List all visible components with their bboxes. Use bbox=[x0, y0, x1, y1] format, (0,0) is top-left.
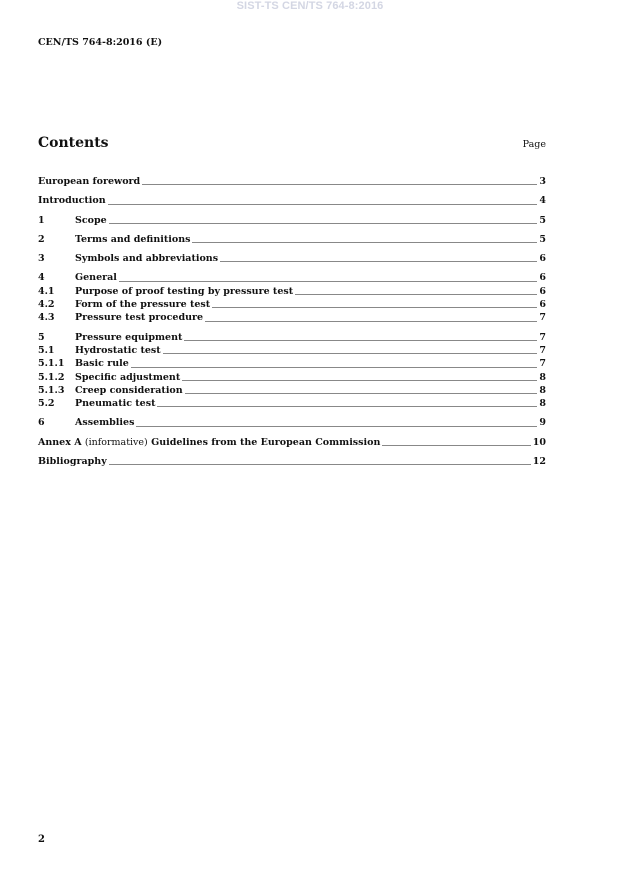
dot-leader bbox=[184, 340, 537, 341]
dot-leader bbox=[142, 184, 537, 185]
dot-leader bbox=[220, 261, 537, 262]
toc-page: 7 bbox=[539, 312, 546, 324]
toc-page: 5 bbox=[539, 214, 546, 226]
toc-number: 6 bbox=[38, 417, 45, 429]
dot-leader bbox=[108, 204, 538, 205]
toc-entry-scope[interactable] bbox=[38, 214, 546, 227]
dot-leader bbox=[163, 353, 538, 354]
toc-entry-form-of-pressure-test[interactable] bbox=[38, 298, 546, 311]
toc-title: Hydrostatic test bbox=[75, 344, 161, 356]
toc-page: 10 bbox=[532, 436, 546, 448]
dot-leader bbox=[136, 426, 537, 427]
toc-title: Scope bbox=[75, 214, 107, 226]
toc-number: 4.1 bbox=[38, 285, 55, 297]
toc-number: 5.1 bbox=[38, 344, 55, 356]
toc-entry-bibliography[interactable] bbox=[38, 455, 546, 468]
toc-entry-terms-and-definitions[interactable] bbox=[38, 233, 546, 246]
document-id: CEN/TS 764-8:2016 (E) bbox=[38, 37, 163, 48]
toc-page: 7 bbox=[539, 358, 546, 370]
toc-entry-general[interactable] bbox=[38, 271, 546, 284]
toc-number: 4.2 bbox=[38, 299, 55, 311]
toc-entry-pressure-equipment[interactable] bbox=[38, 331, 546, 344]
toc-number: 3 bbox=[38, 253, 45, 265]
dot-leader bbox=[205, 321, 537, 322]
toc-page: 7 bbox=[539, 344, 546, 356]
page-column-label: Page bbox=[522, 139, 546, 150]
toc-number: 5.1.2 bbox=[38, 371, 65, 383]
toc-page: 4 bbox=[539, 195, 546, 207]
toc-entry-european-foreword[interactable] bbox=[38, 175, 546, 188]
dot-leader bbox=[131, 367, 538, 368]
toc-entry-purpose-of-proof-testing[interactable] bbox=[38, 285, 546, 298]
toc-page: 7 bbox=[539, 331, 546, 343]
toc-title: Pneumatic test bbox=[75, 398, 156, 410]
toc-number: 4 bbox=[38, 272, 45, 284]
toc-page: 8 bbox=[539, 371, 546, 383]
dot-leader bbox=[295, 294, 537, 295]
toc-page: 8 bbox=[539, 384, 546, 396]
table-of-contents bbox=[38, 175, 546, 468]
toc-title: Creep consideration bbox=[75, 384, 183, 396]
toc-page: 6 bbox=[539, 285, 546, 297]
toc-number: 5.1.1 bbox=[38, 358, 65, 370]
toc-number: 4.3 bbox=[38, 312, 55, 324]
annex-qualifier: (informative) bbox=[84, 436, 148, 448]
toc-entry-pneumatic-test[interactable] bbox=[38, 397, 546, 410]
toc-annex-title bbox=[38, 436, 380, 449]
toc-entry-annex-a[interactable] bbox=[38, 436, 546, 449]
toc-title: Pressure test procedure bbox=[75, 312, 204, 324]
toc-title: Bibliography bbox=[38, 456, 107, 468]
toc-title: Basic rule bbox=[75, 358, 129, 370]
toc-number: 5.1.3 bbox=[38, 384, 65, 396]
toc-page: 5 bbox=[539, 233, 546, 245]
toc-page: 9 bbox=[539, 417, 546, 429]
toc-title: Purpose of proof testing by pressure test bbox=[75, 285, 294, 297]
toc-title: Specific adjustment bbox=[75, 371, 181, 383]
toc-entry-pressure-test-procedure[interactable] bbox=[38, 311, 546, 324]
toc-title: Introduction bbox=[38, 195, 106, 207]
toc-entry-assemblies[interactable] bbox=[38, 416, 546, 429]
dot-leader bbox=[109, 464, 531, 465]
toc-title: Form of the pressure test bbox=[75, 299, 211, 311]
toc-number: 2 bbox=[38, 233, 45, 245]
toc-entry-creep-consideration[interactable] bbox=[38, 384, 546, 397]
dot-leader bbox=[192, 242, 537, 243]
toc-entry-hydrostatic-test[interactable] bbox=[38, 344, 546, 357]
dot-leader bbox=[119, 281, 537, 282]
page-number: 2 bbox=[38, 834, 45, 845]
dot-leader bbox=[109, 223, 538, 224]
toc-title: Terms and definitions bbox=[75, 233, 191, 245]
dot-leader bbox=[382, 445, 530, 446]
dot-leader bbox=[182, 380, 537, 381]
toc-page: 6 bbox=[539, 299, 546, 311]
watermark: SIST-TS CEN/TS 764-8:2016 bbox=[236, 0, 384, 12]
toc-title: Assemblies bbox=[75, 417, 135, 429]
dot-leader bbox=[157, 406, 537, 407]
toc-number: 5.2 bbox=[38, 398, 55, 410]
toc-entry-specific-adjustment[interactable] bbox=[38, 371, 546, 384]
toc-title: Symbols and abbreviations bbox=[75, 253, 219, 265]
toc-page: 6 bbox=[539, 272, 546, 284]
toc-title: General bbox=[75, 272, 117, 284]
annex-title: Guidelines from the European Commission bbox=[151, 436, 381, 448]
toc-page: 6 bbox=[539, 253, 546, 265]
toc-number: 1 bbox=[38, 214, 45, 226]
toc-page: 3 bbox=[539, 176, 546, 187]
toc-entry-introduction[interactable] bbox=[38, 194, 546, 207]
toc-page: 12 bbox=[532, 456, 546, 468]
toc-title: Pressure equipment bbox=[75, 331, 183, 343]
toc-entry-basic-rule[interactable] bbox=[38, 357, 546, 370]
toc-entry-symbols-and-abbreviations[interactable] bbox=[38, 252, 546, 265]
toc-page: 8 bbox=[539, 398, 546, 410]
contents-title: Contents bbox=[38, 135, 109, 151]
toc-title: European foreword bbox=[38, 176, 141, 187]
toc-number: 5 bbox=[38, 331, 45, 343]
dot-leader bbox=[185, 393, 538, 394]
annex-prefix: Annex A bbox=[38, 436, 82, 448]
dot-leader bbox=[212, 307, 537, 308]
